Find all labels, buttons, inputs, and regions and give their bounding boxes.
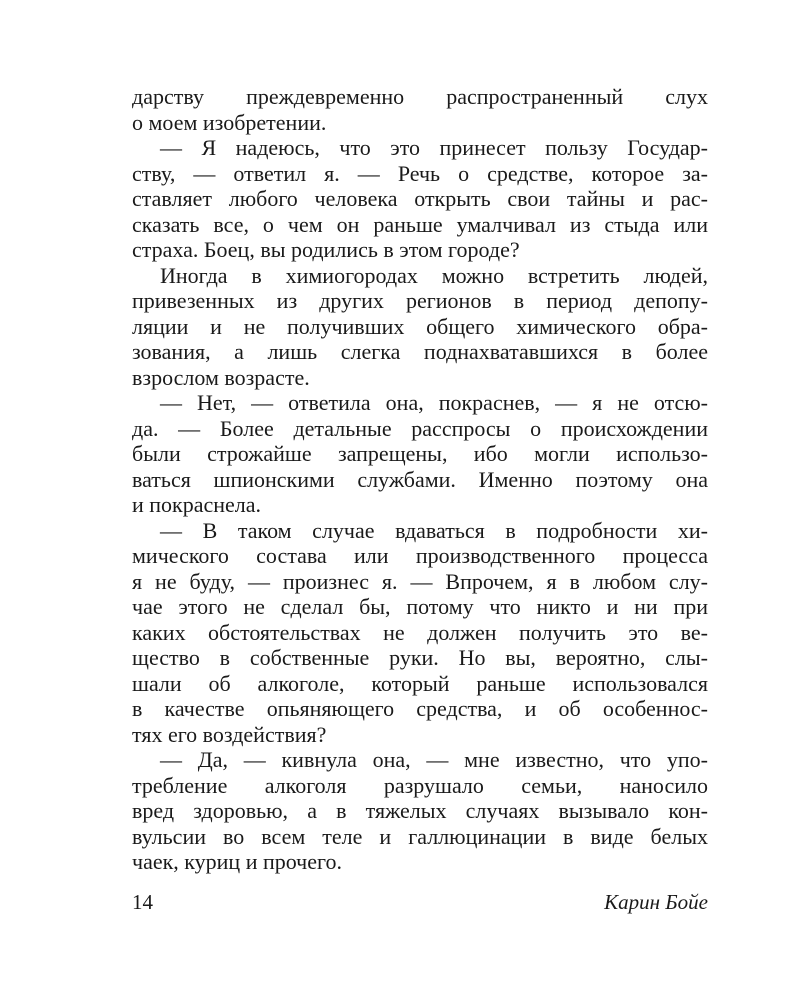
text-line: каких обстоятельствах не должен получить это ве-: [132, 619, 708, 645]
text-line: чаек, куриц и прочего.: [132, 849, 342, 874]
text-line: сказать все, о чем он раньше умалчивал из стыда или: [132, 211, 708, 237]
text-line: — Да, — кивнула она, — мне известно, что упо-: [160, 747, 708, 772]
text-line: щество в собственные руки. Но вы, вероятно, слы-: [132, 645, 708, 670]
text-line: ваться шпионскими службами. Именно поэтому она: [132, 466, 708, 492]
text-line: зования, а лишь слегка поднахватавшихся в более: [132, 339, 708, 364]
text-line: требление алкоголя разрушало семьи, наносило: [132, 772, 708, 798]
page-footer: [132, 890, 708, 918]
text-line: вульсии во всем теле и галлюцинации в виде белых: [132, 823, 708, 849]
text-line: о моем изобретении.: [132, 109, 327, 135]
text-line: тях его воздействия?: [132, 721, 327, 747]
text-line: дарству преждевременно распространенный слух: [132, 84, 708, 109]
text-line: в качестве опьяняющего средства, и об особеннос-: [132, 696, 708, 721]
text-line: были строжайше запрещены, ибо могли использо-: [132, 441, 708, 466]
text-line: — В таком случае вдаваться в подробности хи-: [160, 517, 708, 543]
page-number: 14: [132, 890, 153, 914]
text-line: мического состава или производственного процесса: [132, 543, 708, 568]
text-line: шали об алкоголе, который раньше использовался: [132, 670, 708, 696]
text-line: привезенных из других регионов в период депопу-: [132, 288, 708, 313]
text-line: я не буду, — произнес я. — Впрочем, я в любом слу-: [132, 568, 708, 594]
text-line: — Я надеюсь, что это принесет пользу Государ-: [160, 135, 708, 160]
page-body: [132, 84, 708, 984]
text-line: да. — Более детальные расспросы о происхождении: [132, 415, 708, 441]
text-line: ставляет любого человека открыть свои тайны и рас-: [132, 186, 708, 211]
text-line: ляции и не получивших общего химического обра-: [132, 313, 708, 339]
text-line: — Нет, — ответила она, покраснев, — я не отсю-: [160, 390, 708, 415]
text-line: чае этого не сделал бы, потому что никто и ни при: [132, 594, 708, 619]
text-line: и покраснела.: [132, 492, 262, 517]
text-line: Иногда в химиогородах можно встретить людей,: [160, 262, 708, 288]
text-line: вред здоровью, а в тяжелых случаях вызывало кон-: [132, 798, 708, 823]
text-line: ству, — ответил я. — Речь о средстве, которое за-: [132, 160, 708, 186]
text-line: взрослом возрасте.: [132, 364, 310, 390]
text-line: страха. Боец, вы родились в этом городе?: [132, 237, 520, 262]
running-author: Карин Бойе: [604, 890, 708, 914]
